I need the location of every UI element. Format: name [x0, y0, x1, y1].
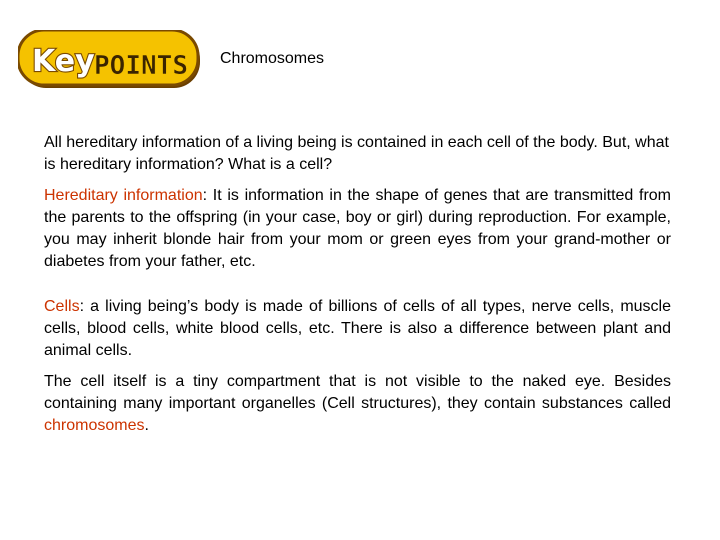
paragraph-cell-itself: [44, 371, 671, 437]
term-chromosomes: chromosomes: [44, 417, 145, 434]
paragraph-cell-text: The cell itself is a tiny compartment that is not visible to the naked eye. Besides containing many important organelles (Cell structures), they contain substances called: [44, 373, 671, 412]
key-points-logo: [18, 30, 202, 90]
paragraph-cells-text: : a living being’s body is made of billions of cells of all types, nerve cells, muscle cells, blood cells, white blood cells, etc. There is also a difference between plant and animal cells.: [44, 298, 671, 359]
paragraph-hereditary-information: [44, 185, 671, 273]
paragraph-hereditary-text: : It is information in the shape of genes that are transmitted from the parents to the offspring (in your case, boy or girl) during reproduction. For example, you may inherit blonde hair from your mom or green eyes from your grand-mother or diabetes from your father, etc.: [44, 187, 672, 270]
page-title: Chromosomes: [220, 50, 325, 67]
paragraph-cell-end: .: [144, 417, 149, 434]
paragraph-cells: [44, 296, 671, 362]
logo-points-text: POINTS: [94, 51, 188, 81]
term-hereditary-information: Hereditary information: [44, 187, 203, 204]
paragraph-intro: All hereditary information of a living being is contained in each cell of the body. But, what is hereditary information? What is a cell?: [44, 134, 669, 173]
term-cells: Cells: [44, 298, 80, 315]
logo-key-text: Key: [32, 44, 95, 79]
